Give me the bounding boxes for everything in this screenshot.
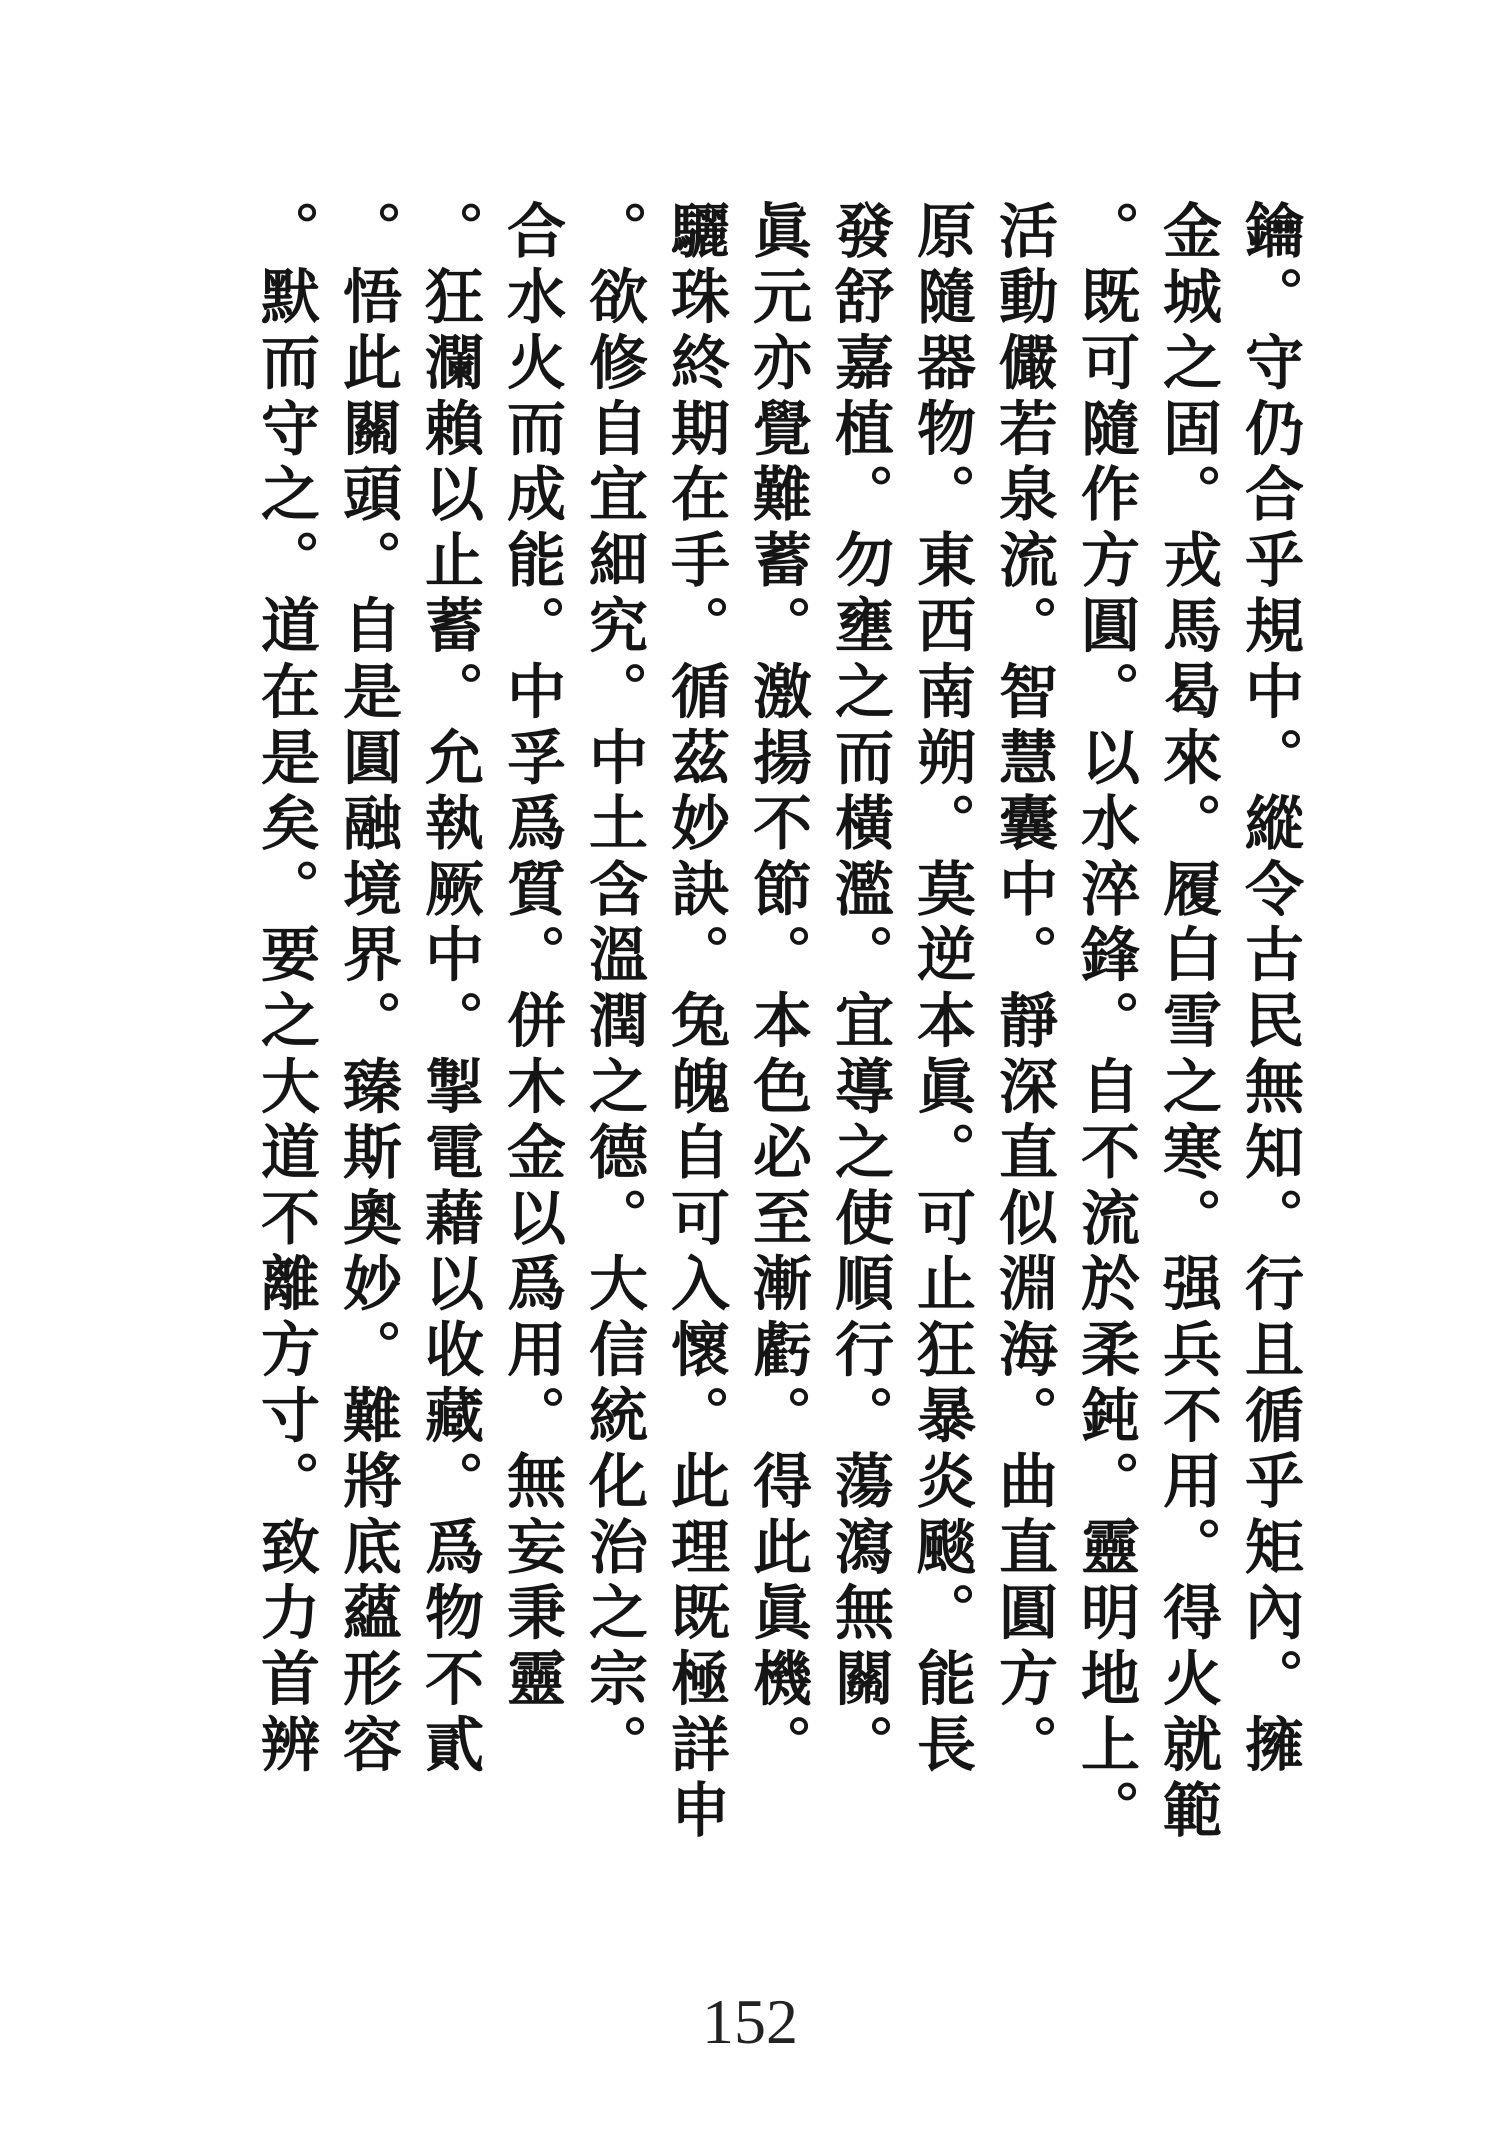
text-column: 合水火而成能。中孚爲質。併木金以爲用。無妄秉靈 bbox=[497, 200, 566, 1714]
page-number: 152 bbox=[702, 1986, 798, 2057]
text-column: 眞元亦覺難蓄。激揚不節。本色必至漸虧。得此眞機。 bbox=[743, 200, 812, 1780]
vertical-text-block bbox=[250, 200, 1310, 1980]
text-column: 。既可隨作方圓。以水淬鋒。自不流於柔鈍。靈明地上。 bbox=[1071, 200, 1140, 1845]
text-column: 。狂瀾賴以止蓄。允執厥中。掣電藉以收藏。爲物不貳 bbox=[415, 200, 484, 1780]
text-column: 發舒嘉植。勿壅之而橫濫。宜導之使順行。蕩瀉無關。 bbox=[825, 200, 894, 1780]
text-column: 金城之固。戎馬曷來。履白雪之寒。强兵不用。得火就範 bbox=[1153, 200, 1222, 1845]
text-column: 鑰。守仍合乎規中。縱令古民無知。行且循乎矩內。擁 bbox=[1235, 200, 1304, 1780]
text-column: 。悟此關頭。自是圓融境界。臻斯奧妙。難將底蘊形容 bbox=[333, 200, 402, 1780]
text-column: 。欲修自宜細究。中土含溫潤之德。大信統化治之宗。 bbox=[579, 200, 648, 1780]
text-column: 驪珠終期在手。循茲妙訣。兔魄自可入懷。此理既極詳申 bbox=[661, 200, 730, 1845]
text-column: 。默而守之。道在是矣。要之大道不離方寸。致力首辨 bbox=[251, 200, 320, 1780]
text-column: 原隨器物。東西南朔。莫逆本眞。可止狂暴炎颷。能長 bbox=[907, 200, 976, 1780]
text-column: 活動儼若泉流。智慧囊中。靜深直似淵海。曲直圓方。 bbox=[989, 200, 1058, 1780]
